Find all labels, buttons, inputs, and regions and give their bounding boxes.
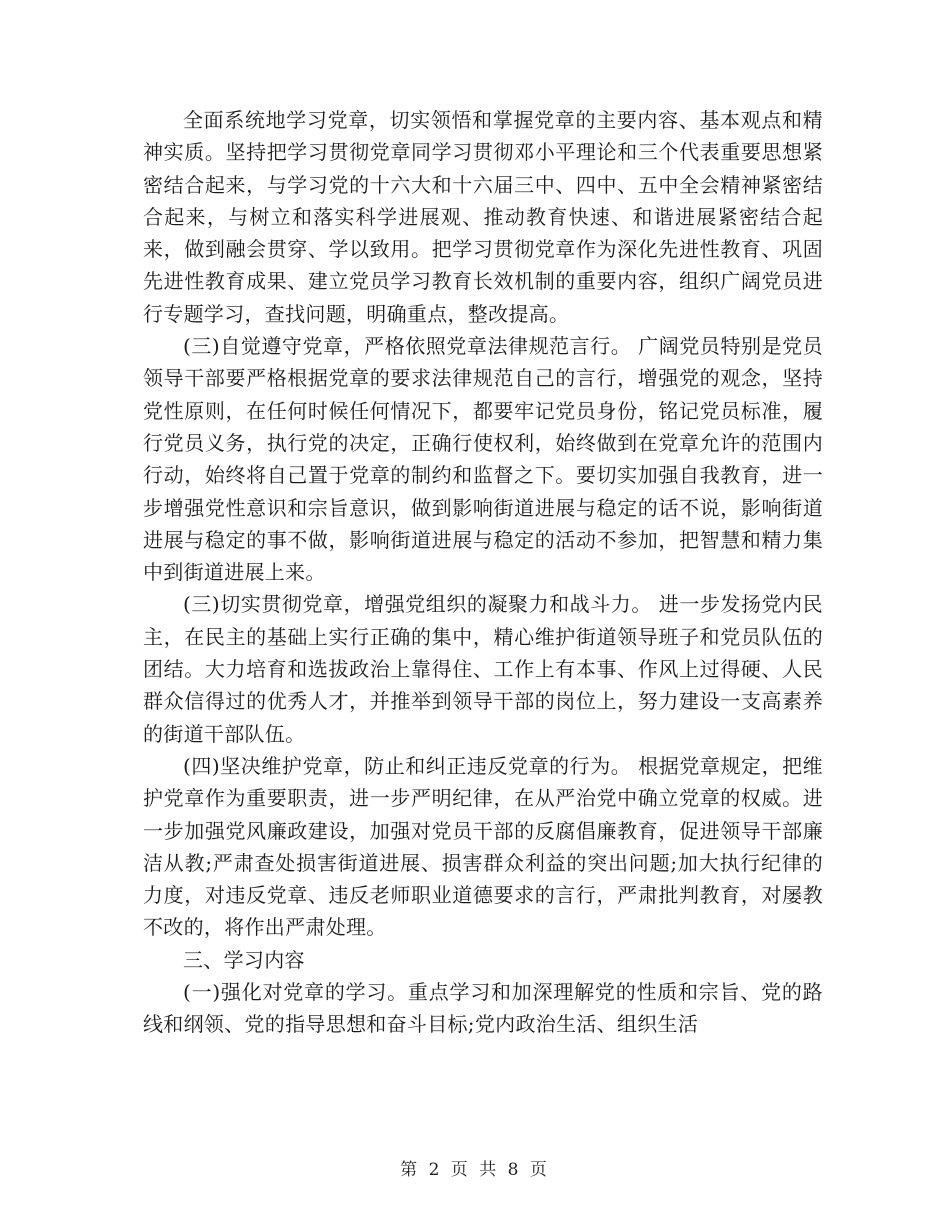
paragraph-implement-charter: (三)切实贯彻党章，增强党组织的凝聚力和战斗力。 进一步发扬党内民主，在民主的基础上实行正确的集中，精心维护街道领导班子和党员队伍的团结。大力培育和选拔政治上靠得住、工作上有本事、作风上过得硬、人民群众信得过的优秀人才，并推举到领导干部的岗位上，努力建设一支高素养的街道干部队伍。 <box>143 592 823 746</box>
section-heading-study-content: 三、学习内容 <box>183 947 305 972</box>
paragraph-defend-charter: (四)坚决维护党章，防止和纠正违反党章的行为。 根据党章规定，把维护党章作为重要职责，进一步严明纪律，在从严治党中确立党章的权威。进一步加强党风廉政建设，加强对党员干部的反腐倡廉教育，促进领导干部廉洁从教;严肃查处损害街道进展、损害群众利益的突出问题;加大执行纪律的力度，对违反党章、违反老师职业道德要求的言行，严肃批判教育，对屡教不改的，将作出严肃处理。 <box>143 753 823 940</box>
paragraph-strengthen-study: (一)强化对党章的学习。重点学习和加深理解党的性质和宗旨、党的路线和纲领、党的指导思想和奋斗目标;党内政治生活、组织生活 <box>143 980 823 1037</box>
page-number-footer: 第 2 页 共 8 页 <box>400 1160 550 1180</box>
document-body <box>143 104 823 1041</box>
paragraph-study-charter: 全面系统地学习党章，切实领悟和掌握党章的主要内容、基本观点和精神实质。坚持把学习贯彻党章同学习贯彻邓小平理论和三个代表重要思想紧密结合起来，与学习党的十六大和十六届三中、四中、五中全会精神紧密结合起来，与树立和落实科学进展观、推动教育快速、和谐进展紧密结合起来，做到融会贯穿、学以致用。把学习贯彻党章作为深化先进性教育、巩固先进性教育成果、建立党员学习教育长效机制的重要内容，组织广阔党员进行专题学习，查找问题，明确重点，整改提高。 <box>143 108 823 326</box>
paragraph-observe-charter: (三)自觉遵守党章，严格依照党章法律规范言行。 广阔党员特别是党员领导干部要严格根据党章的要求法律规范自己的言行，增强党的观念，坚持党性原则，在任何时候任何情况下，都要牢记党员身份，铭记党员标准，履行党员义务，执行党的决定，正确行使权利，始终做到在党章允许的范围内行动，始终将自己置于党章的制约和监督之下。要切实加强自我教育，进一步增强党性意识和宗旨意识，做到影响街道进展与稳定的话不说，影响街道进展与稳定的事不做，影响街道进展与稳定的活动不参加，把智慧和精力集中到街道进展上来。 <box>143 334 823 585</box>
